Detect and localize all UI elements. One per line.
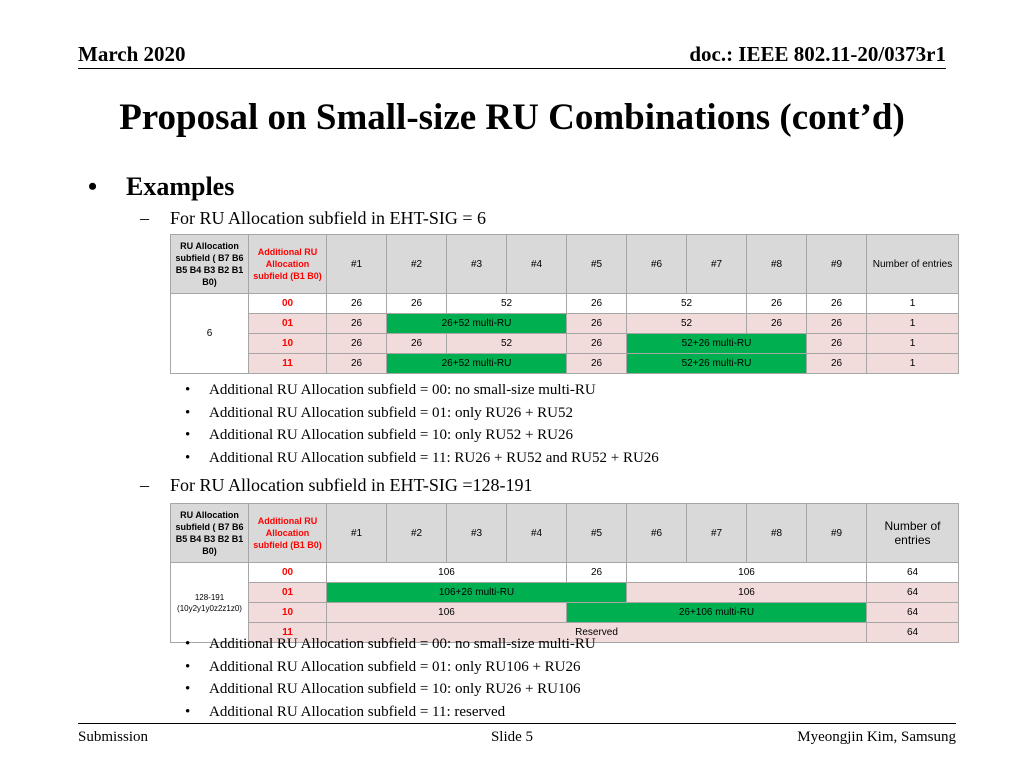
table-row bbox=[171, 294, 959, 314]
note: • Additional RU Allocation subfield = 00: no small-size multi-RU bbox=[185, 636, 596, 652]
table-row bbox=[171, 314, 959, 334]
row-code: 01 bbox=[249, 314, 327, 334]
row-code: 00 bbox=[249, 294, 327, 314]
table-header-row bbox=[171, 235, 959, 294]
table-header-row bbox=[171, 504, 959, 563]
col-header: #6 bbox=[627, 235, 687, 294]
header-doc-id: doc.: IEEE 802.11-20/0373r1 bbox=[689, 42, 946, 66]
table-row bbox=[171, 563, 959, 583]
multi-ru-cell: 52+26 multi-RU bbox=[627, 354, 807, 374]
group-label bbox=[171, 563, 249, 643]
table-cell: 26 bbox=[567, 294, 627, 314]
note: • Additional RU Allocation subfield = 11: reserved bbox=[185, 704, 506, 720]
note: • Additional RU Allocation subfield = 00: no small-size multi-RU bbox=[185, 382, 596, 398]
table-cell: 1 bbox=[867, 354, 959, 374]
col-header: #8 bbox=[747, 504, 807, 563]
col-header: #9 bbox=[807, 235, 867, 294]
table-cell: 64 bbox=[867, 563, 959, 583]
col-header: #6 bbox=[627, 504, 687, 563]
col-header: #2 bbox=[387, 504, 447, 563]
table-cell: 64 bbox=[867, 583, 959, 603]
table-cell: 26 bbox=[387, 334, 447, 354]
bullet-examples: • Examples bbox=[88, 172, 235, 201]
col-header: Number of entries bbox=[867, 235, 959, 294]
table-cell: 26 bbox=[327, 334, 387, 354]
multi-ru-cell: 52+26 multi-RU bbox=[627, 334, 807, 354]
note-text: Additional RU Allocation subfield = 11: RU26 + RU52 and RU52 + RU26 bbox=[209, 450, 659, 466]
section2-heading-text: For RU Allocation subfield in EHT-SIG =128-191 bbox=[170, 475, 533, 495]
table-cell: 106 bbox=[627, 583, 867, 603]
col-header: #7 bbox=[687, 504, 747, 563]
ru-table-128-191 bbox=[170, 503, 959, 643]
table-cell: 1 bbox=[867, 334, 959, 354]
multi-ru-cell: 26+52 multi-RU bbox=[387, 354, 567, 374]
section1-heading: – For RU Allocation subfield in EHT-SIG = 6 bbox=[140, 208, 486, 228]
col-header: Additional RU Allocation subfield (B1 B0) bbox=[249, 504, 327, 563]
footer-divider bbox=[78, 723, 956, 724]
table-cell: 106 bbox=[327, 603, 567, 623]
note-text: Additional RU Allocation subfield = 10: only RU52 + RU26 bbox=[209, 427, 573, 443]
col-header: #8 bbox=[747, 235, 807, 294]
table-row bbox=[171, 354, 959, 374]
table-cell: 52 bbox=[627, 294, 747, 314]
row-code: 11 bbox=[249, 623, 327, 643]
table-cell: 26 bbox=[567, 334, 627, 354]
section2-heading: – For RU Allocation subfield in EHT-SIG =128-191 bbox=[140, 475, 533, 495]
col-header: #5 bbox=[567, 504, 627, 563]
table-cell: 26 bbox=[807, 314, 867, 334]
row-code: 10 bbox=[249, 603, 327, 623]
table-cell: 64 bbox=[867, 623, 959, 643]
note: • Additional RU Allocation subfield = 10: only RU52 + RU26 bbox=[185, 427, 573, 443]
table-cell: 26 bbox=[567, 563, 627, 583]
table-cell: 26 bbox=[327, 354, 387, 374]
col-header: Additional RU Allocation subfield (B1 B0) bbox=[249, 235, 327, 294]
header-divider bbox=[78, 68, 946, 69]
table-cell: 26 bbox=[807, 294, 867, 314]
multi-ru-cell: 26+106 multi-RU bbox=[567, 603, 867, 623]
table-cell: 106 bbox=[627, 563, 867, 583]
col-header: Number of entries bbox=[867, 504, 959, 563]
row-code: 01 bbox=[249, 583, 327, 603]
col-header: RU Allocation subfield ( B7 B6 B5 B4 B3 B2 B1 B0) bbox=[171, 504, 249, 563]
multi-ru-cell: 26+52 multi-RU bbox=[387, 314, 567, 334]
table-cell: 52 bbox=[627, 314, 747, 334]
table-cell: 26 bbox=[747, 314, 807, 334]
table-cell: 106 bbox=[327, 563, 567, 583]
section1-heading-text: For RU Allocation subfield in EHT-SIG = 6 bbox=[170, 208, 486, 228]
table-cell: 1 bbox=[867, 314, 959, 334]
table-row bbox=[171, 603, 959, 623]
group-label: 6 bbox=[171, 294, 249, 374]
table-cell: 26 bbox=[567, 314, 627, 334]
col-header: #1 bbox=[327, 235, 387, 294]
table-cell: 26 bbox=[327, 294, 387, 314]
col-header: #9 bbox=[807, 504, 867, 563]
note-text: Additional RU Allocation subfield = 00: no small-size multi-RU bbox=[209, 382, 596, 398]
multi-ru-cell: 106+26 multi-RU bbox=[327, 583, 627, 603]
table-row bbox=[171, 583, 959, 603]
note: • Additional RU Allocation subfield = 11: RU26 + RU52 and RU52 + RU26 bbox=[185, 450, 659, 466]
note: • Additional RU Allocation subfield = 10: only RU26 + RU106 bbox=[185, 681, 581, 697]
table-cell: 1 bbox=[867, 294, 959, 314]
col-header: #3 bbox=[447, 235, 507, 294]
note: • Additional RU Allocation subfield = 01: only RU26 + RU52 bbox=[185, 405, 573, 421]
footer-submission: Submission bbox=[78, 729, 149, 745]
table-cell: 52 bbox=[447, 294, 567, 314]
note-text: Additional RU Allocation subfield = 01: only RU26 + RU52 bbox=[209, 405, 573, 421]
footer-slide-number: Slide 5 bbox=[490, 729, 534, 745]
col-header: #2 bbox=[387, 235, 447, 294]
col-header: #3 bbox=[447, 504, 507, 563]
table-cell: 26 bbox=[807, 354, 867, 374]
row-code: 10 bbox=[249, 334, 327, 354]
col-header: #7 bbox=[687, 235, 747, 294]
table-row bbox=[171, 334, 959, 354]
table-cell: 26 bbox=[327, 314, 387, 334]
table-cell: 26 bbox=[747, 294, 807, 314]
row-code: 11 bbox=[249, 354, 327, 374]
footer-author: Myeongjin Kim, Samsung bbox=[797, 729, 956, 745]
note-text: Additional RU Allocation subfield = 11: reserved bbox=[209, 704, 506, 720]
table-cell: 52 bbox=[447, 334, 567, 354]
bullet-examples-label: Examples bbox=[126, 172, 235, 201]
col-header: #1 bbox=[327, 504, 387, 563]
note: • Additional RU Allocation subfield = 01: only RU106 + RU26 bbox=[185, 659, 581, 675]
group-label-line1: 128-191 bbox=[194, 592, 225, 602]
table-cell: 26 bbox=[807, 334, 867, 354]
reserved-cell: Reserved bbox=[327, 623, 867, 643]
note-text: Additional RU Allocation subfield = 00: no small-size multi-RU bbox=[209, 636, 596, 652]
table-cell: 26 bbox=[387, 294, 447, 314]
table-cell: 26 bbox=[567, 354, 627, 374]
note-text: Additional RU Allocation subfield = 01: only RU106 + RU26 bbox=[209, 659, 581, 675]
col-header: RU Allocation subfield ( B7 B6 B5 B4 B3 B2 B1 B0) bbox=[171, 235, 249, 294]
col-header: #4 bbox=[507, 235, 567, 294]
note-text: Additional RU Allocation subfield = 10: only RU26 + RU106 bbox=[209, 681, 581, 697]
row-code: 00 bbox=[249, 563, 327, 583]
ru-table-6 bbox=[170, 234, 959, 374]
group-label-line2: (10y2y1y0z2z1z0) bbox=[177, 603, 242, 613]
table-cell: 64 bbox=[867, 603, 959, 623]
header-date: March 2020 bbox=[78, 42, 186, 66]
slide-title: Proposal on Small-size RU Combinations (cont’d) bbox=[119, 97, 905, 138]
col-header: #5 bbox=[567, 235, 627, 294]
col-header: #4 bbox=[507, 504, 567, 563]
